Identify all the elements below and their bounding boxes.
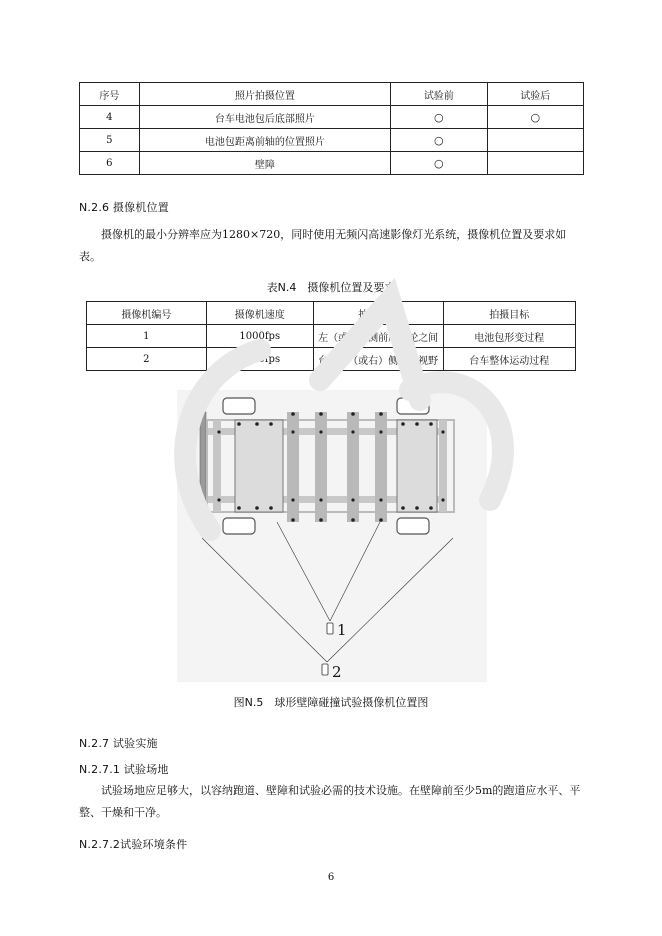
table-cell: 6	[80, 152, 140, 175]
wheel-icon	[223, 518, 255, 534]
table-cell: ○	[391, 129, 487, 152]
table-header-cell: 序号	[80, 83, 140, 106]
table-cell: 2	[87, 348, 207, 371]
cross-member	[287, 412, 299, 522]
table-cell: 电池包形变过程	[443, 325, 576, 348]
table-header-cell: 摄像机速度	[206, 302, 313, 325]
paragraph-test-site: 试验场地应足够大，以容纳跑道、壁障和试验必需的技术设施。在壁障前至少5m的跑道应水平、平整、干燥和干净。	[79, 784, 581, 819]
table-cell: 1000fps	[206, 325, 313, 348]
cross-member	[375, 412, 387, 522]
table-cell: 壁障	[139, 152, 390, 175]
table-header-row	[80, 83, 584, 106]
side-beam	[439, 420, 447, 512]
section-heading-n26: N.2.6 摄像机位置	[79, 201, 169, 214]
paragraph-camera-requirements: 摄像机的最小分辨率应为1280×720，同时使用无频闪高速影像灯光系统，摄像机位置及要求如表。	[79, 228, 567, 263]
wheel-icon	[397, 398, 429, 414]
table-header-cell: 摄像机编号	[87, 302, 207, 325]
camera-position-figure	[177, 390, 487, 682]
section-heading-n271: N.2.7.1 试验场地	[79, 763, 169, 776]
table-cell	[487, 152, 583, 175]
camera-label-2: 2	[332, 663, 342, 681]
table-cell: 电池包距离前轴的位置照片	[139, 129, 390, 152]
table-cell: ○	[391, 152, 487, 175]
table-cell: 4	[80, 106, 140, 129]
wheel-icon	[397, 518, 429, 534]
section-heading-n272: N.2.7.2试验环境条件	[79, 838, 188, 851]
figure-caption: 图N.5 球形壁障碰撞试验摄像机位置图	[233, 696, 429, 709]
photo-position-table	[79, 82, 584, 175]
table-caption: 表N.4 摄像机位置及要求	[266, 281, 396, 294]
camera-icon	[327, 623, 333, 634]
front-plate	[235, 420, 283, 512]
section-heading-n27: N.2.7 试验实施	[79, 737, 158, 750]
table-cell: ○	[487, 106, 583, 129]
cross-member	[347, 412, 359, 522]
camera-position-table	[86, 301, 576, 371]
rear-plate	[397, 420, 437, 512]
table-cell: 1000fps	[206, 348, 313, 371]
table-cell: 左（或右）侧前后车轮之间	[313, 325, 443, 348]
camera-position-diagram	[177, 390, 487, 682]
wheel-icon	[223, 398, 255, 414]
cross-member	[315, 412, 327, 522]
table-row	[80, 106, 584, 129]
table-header-cell: 拍摄位置	[313, 302, 443, 325]
table-row	[87, 348, 576, 371]
table-cell: 台车左（或右）侧全部视野	[313, 348, 443, 371]
table-cell	[487, 129, 583, 152]
table-cell: 台车整体运动过程	[443, 348, 576, 371]
table-row	[87, 325, 576, 348]
barrier-post	[200, 412, 206, 520]
table-cell: 1	[87, 325, 207, 348]
table-header-cell: 试验前	[391, 83, 487, 106]
table-header-cell: 拍摄目标	[443, 302, 576, 325]
table-cell: 5	[80, 129, 140, 152]
table-header-row	[87, 302, 576, 325]
camera-label-1: 1	[337, 621, 347, 639]
table-row	[80, 152, 584, 175]
table-row	[80, 129, 584, 152]
camera-icon	[322, 664, 328, 675]
page-number: 6	[327, 872, 335, 883]
table-header-cell: 试验后	[487, 83, 583, 106]
table-cell: 台车电池包后底部照片	[139, 106, 390, 129]
table-cell: ○	[391, 106, 487, 129]
side-beam	[213, 420, 221, 512]
table-header-cell: 照片拍摄位置	[139, 83, 390, 106]
